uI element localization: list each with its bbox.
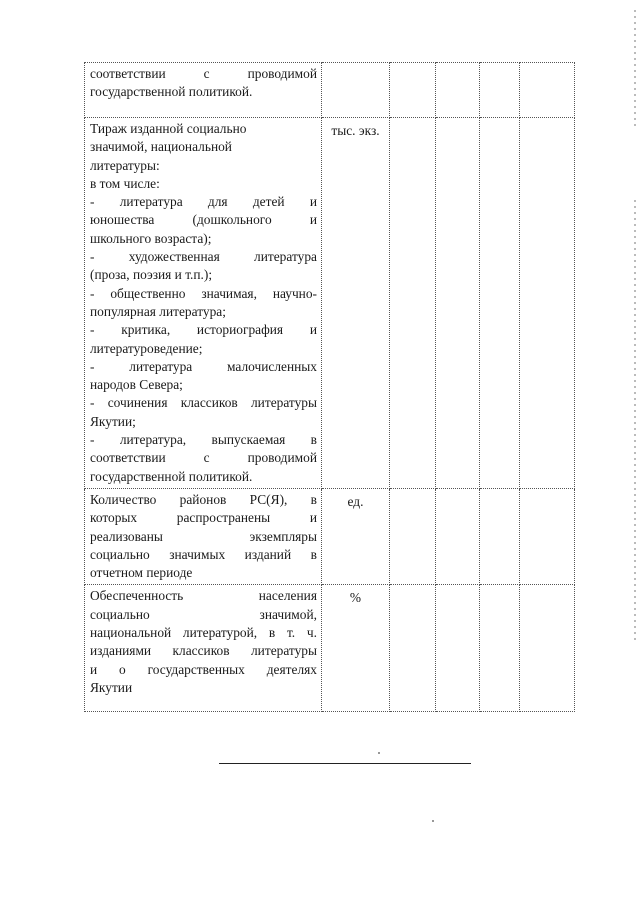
indicator-line: - литература для детей и	[90, 194, 317, 210]
indicator-line: реализованы экземпляры	[90, 528, 317, 544]
unit-label: %	[349, 590, 362, 606]
indicator-line: Якутии	[90, 679, 133, 695]
value-cell	[390, 118, 436, 489]
indicator-line: Якутии;	[90, 413, 136, 429]
indicator-line: которых распространены и	[90, 510, 317, 526]
indicator-line: - общественно значимая, научно-	[90, 285, 317, 301]
indicator-line: юношества (дошкольного и	[90, 212, 317, 228]
scan-speck	[378, 752, 380, 754]
indicator-line: литературы:	[90, 157, 160, 173]
unit-label	[322, 63, 389, 67]
indicator-line: социально значимой,	[90, 606, 317, 622]
value-cell	[480, 63, 520, 118]
indicator-line: и о государственных деятелях	[90, 661, 317, 677]
indicator-line: - литература, выпускаемая в	[90, 432, 317, 448]
indicator-line: - художественная литература	[90, 249, 317, 265]
value-cell	[520, 63, 575, 118]
indicator-line: популярная литература;	[90, 303, 226, 319]
value-cell	[390, 63, 436, 118]
table-row	[85, 585, 575, 712]
indicator-table	[84, 62, 575, 712]
indicator-name-cell	[85, 118, 322, 489]
indicator-name-cell	[85, 585, 322, 712]
indicator-line: соответствии с проводимой	[90, 66, 317, 81]
value-cell	[436, 488, 480, 584]
value-cell	[520, 118, 575, 489]
value-cell	[480, 118, 520, 489]
value-cell	[520, 585, 575, 712]
indicator-line: значимой, национальной	[90, 139, 232, 155]
indicator-line: народов Севера;	[90, 377, 183, 393]
indicator-line: Обеспеченность населения	[90, 588, 317, 604]
indicator-line: Тираж изданной социально	[90, 121, 247, 136]
value-cell	[436, 63, 480, 118]
unit-cell	[322, 488, 390, 584]
indicator-line: в том числе:	[90, 175, 160, 191]
scan-edge-mark	[634, 10, 636, 130]
indicator-line: отчетном периоде	[90, 565, 193, 581]
indicator-line: - литература малочисленных	[90, 358, 317, 374]
indicator-name-cell	[85, 488, 322, 584]
value-cell	[480, 585, 520, 712]
indicator-line: школьного возраста);	[90, 230, 212, 246]
unit-cell	[322, 118, 390, 489]
indicator-line: государственной политикой.	[90, 84, 253, 100]
value-cell	[436, 585, 480, 712]
unit-cell	[322, 63, 390, 118]
indicator-line: соответствии с проводимой	[90, 450, 317, 466]
indicator-name-cell	[85, 63, 322, 118]
value-cell	[390, 488, 436, 584]
table-row	[85, 63, 575, 118]
scan-edge-mark	[634, 200, 636, 640]
value-cell	[520, 488, 575, 584]
closing-rule	[219, 763, 471, 764]
indicator-line: литературоведение;	[90, 340, 203, 356]
unit-label: ед.	[347, 493, 364, 509]
indicator-line: изданиями классиков литературы	[90, 643, 317, 659]
table-row	[85, 118, 575, 489]
indicator-line: Количество районов РС(Я), в	[90, 491, 317, 507]
indicator-line: национальной литературой, в т. ч.	[90, 625, 317, 641]
table-row	[85, 488, 575, 584]
value-cell	[436, 118, 480, 489]
indicator-line: - критика, историография и	[90, 322, 317, 338]
indicator-line: государственной политикой.	[90, 468, 253, 484]
unit-cell	[322, 585, 390, 712]
indicator-line: - сочинения классиков литературы	[90, 395, 317, 411]
unit-label: тыс. экз.	[331, 123, 380, 138]
indicator-line: социально значимых изданий в	[90, 546, 317, 562]
value-cell	[480, 488, 520, 584]
indicator-line: (проза, поэзия и т.п.);	[90, 267, 213, 283]
value-cell	[390, 585, 436, 712]
scan-speck	[432, 820, 434, 822]
